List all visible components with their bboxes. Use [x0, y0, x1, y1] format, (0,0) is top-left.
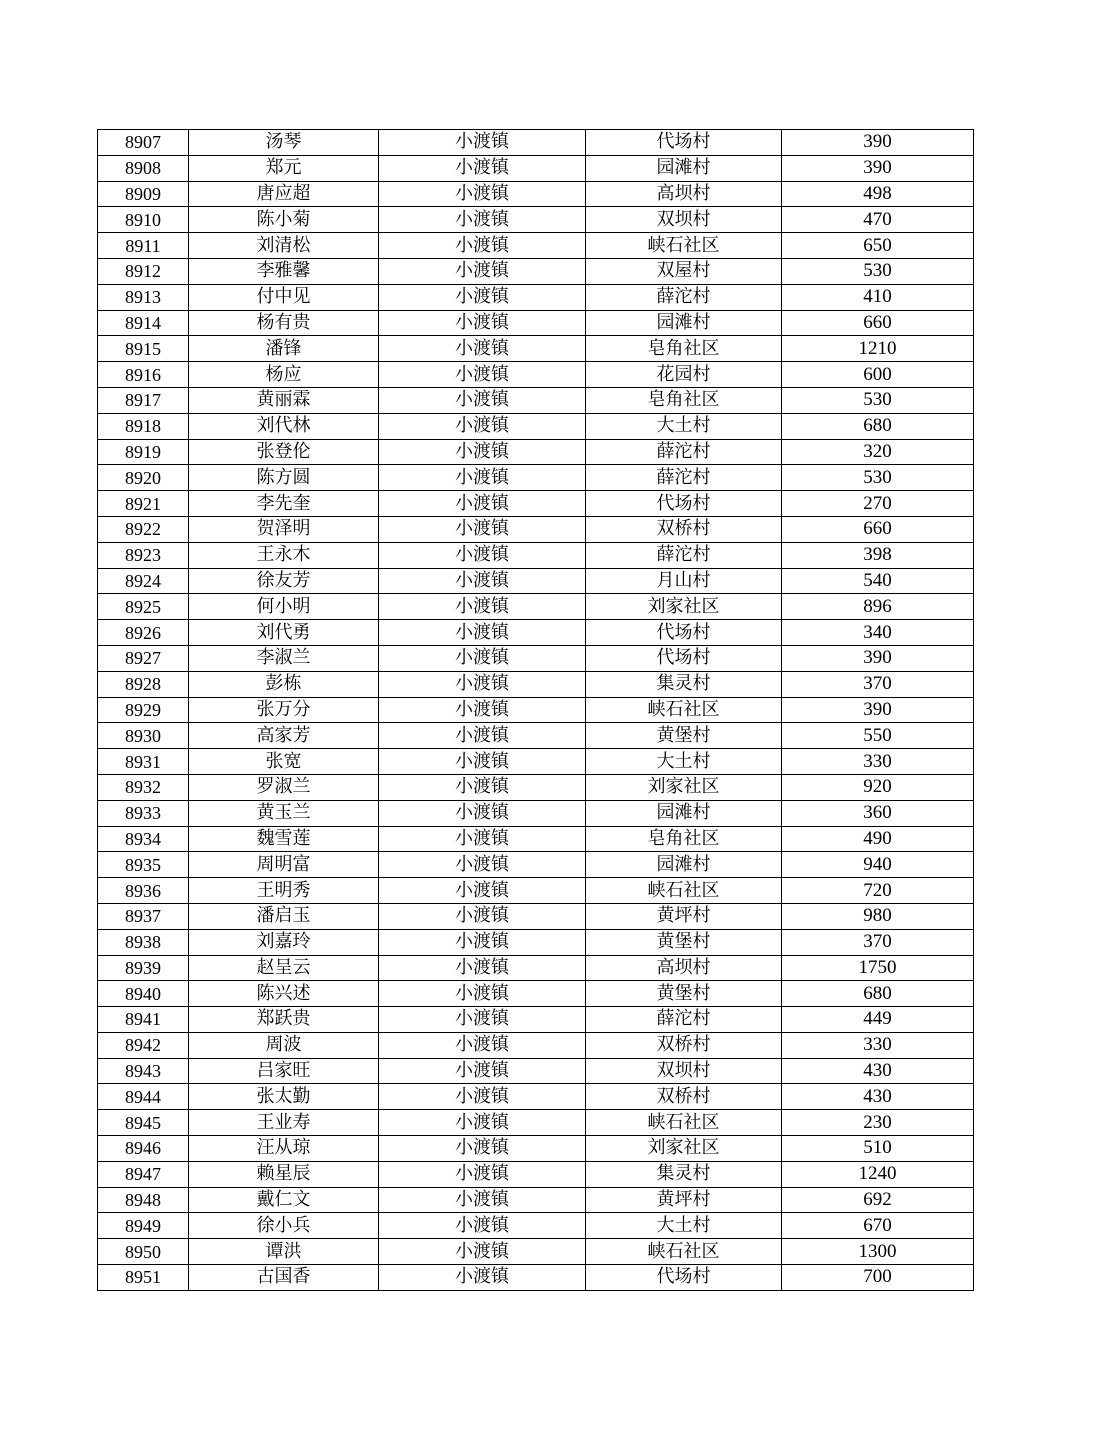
town-name: 小渡镇 — [379, 1239, 586, 1265]
table-row — [98, 181, 974, 207]
village-name: 薛沱村 — [586, 284, 782, 310]
village-name: 双桥村 — [586, 1084, 782, 1110]
town-name: 小渡镇 — [379, 336, 586, 362]
village-name: 峡石社区 — [586, 1110, 782, 1136]
village-name: 高坝村 — [586, 181, 782, 207]
town-name: 小渡镇 — [379, 1110, 586, 1136]
table-row — [98, 1110, 974, 1136]
person-name: 刘代林 — [189, 413, 379, 439]
row-number: 8926 — [98, 620, 189, 646]
table-row — [98, 233, 974, 259]
table-row — [98, 1136, 974, 1162]
village-name: 黄堡村 — [586, 981, 782, 1007]
person-name: 汪从琼 — [189, 1136, 379, 1162]
person-name: 陈兴述 — [189, 981, 379, 1007]
person-name: 徐小兵 — [189, 1213, 379, 1239]
table-row — [98, 749, 974, 775]
town-name: 小渡镇 — [379, 362, 586, 388]
amount-value: 449 — [782, 1007, 974, 1033]
amount-value: 320 — [782, 439, 974, 465]
village-name: 刘家社区 — [586, 774, 782, 800]
amount-value: 1240 — [782, 1161, 974, 1187]
table-row — [98, 981, 974, 1007]
amount-value: 670 — [782, 1213, 974, 1239]
person-name: 王永木 — [189, 542, 379, 568]
town-name: 小渡镇 — [379, 155, 586, 181]
village-name: 双桥村 — [586, 516, 782, 542]
person-name: 高家芳 — [189, 723, 379, 749]
row-number: 8938 — [98, 929, 189, 955]
village-name: 黄坪村 — [586, 903, 782, 929]
row-number: 8921 — [98, 491, 189, 517]
town-name: 小渡镇 — [379, 645, 586, 671]
person-name: 黄玉兰 — [189, 800, 379, 826]
town-name: 小渡镇 — [379, 620, 586, 646]
row-number: 8913 — [98, 284, 189, 310]
town-name: 小渡镇 — [379, 387, 586, 413]
town-name: 小渡镇 — [379, 258, 586, 284]
village-name: 大土村 — [586, 1213, 782, 1239]
row-number: 8920 — [98, 465, 189, 491]
town-name: 小渡镇 — [379, 594, 586, 620]
amount-value: 340 — [782, 620, 974, 646]
person-name: 汤琴 — [189, 130, 379, 156]
row-number: 8951 — [98, 1265, 189, 1291]
amount-value: 370 — [782, 671, 974, 697]
person-name: 李淑兰 — [189, 645, 379, 671]
town-name: 小渡镇 — [379, 774, 586, 800]
village-name: 峡石社区 — [586, 233, 782, 259]
town-name: 小渡镇 — [379, 284, 586, 310]
town-name: 小渡镇 — [379, 955, 586, 981]
table-row — [98, 491, 974, 517]
amount-value: 600 — [782, 362, 974, 388]
row-number: 8915 — [98, 336, 189, 362]
table-row — [98, 594, 974, 620]
table-row — [98, 723, 974, 749]
person-name: 李先奎 — [189, 491, 379, 517]
village-name: 薛沱村 — [586, 1007, 782, 1033]
row-number: 8934 — [98, 826, 189, 852]
row-number: 8933 — [98, 800, 189, 826]
village-name: 园滩村 — [586, 800, 782, 826]
row-number: 8924 — [98, 568, 189, 594]
row-number: 8911 — [98, 233, 189, 259]
amount-value: 1300 — [782, 1239, 974, 1265]
row-number: 8936 — [98, 878, 189, 904]
village-name: 大土村 — [586, 749, 782, 775]
row-number: 8922 — [98, 516, 189, 542]
person-name: 杨有贵 — [189, 310, 379, 336]
row-number: 8927 — [98, 645, 189, 671]
amount-value: 660 — [782, 310, 974, 336]
table-row — [98, 130, 974, 156]
table-row — [98, 207, 974, 233]
person-name: 戴仁文 — [189, 1187, 379, 1213]
person-name: 魏雪莲 — [189, 826, 379, 852]
town-name: 小渡镇 — [379, 568, 586, 594]
town-name: 小渡镇 — [379, 1084, 586, 1110]
town-name: 小渡镇 — [379, 491, 586, 517]
person-name: 陈小菊 — [189, 207, 379, 233]
village-name: 园滩村 — [586, 852, 782, 878]
amount-value: 550 — [782, 723, 974, 749]
village-name: 代场村 — [586, 620, 782, 646]
town-name: 小渡镇 — [379, 233, 586, 259]
town-name: 小渡镇 — [379, 981, 586, 1007]
person-name: 王明秀 — [189, 878, 379, 904]
amount-value: 692 — [782, 1187, 974, 1213]
table-row — [98, 903, 974, 929]
person-name: 唐应超 — [189, 181, 379, 207]
table-row — [98, 1007, 974, 1033]
village-name: 月山村 — [586, 568, 782, 594]
person-name: 刘嘉玲 — [189, 929, 379, 955]
table-row — [98, 671, 974, 697]
table-row — [98, 929, 974, 955]
table-row — [98, 465, 974, 491]
row-number: 8923 — [98, 542, 189, 568]
amount-value: 1750 — [782, 955, 974, 981]
village-name: 薛沱村 — [586, 542, 782, 568]
town-name: 小渡镇 — [379, 1136, 586, 1162]
town-name: 小渡镇 — [379, 1213, 586, 1239]
town-name: 小渡镇 — [379, 1161, 586, 1187]
row-number: 8918 — [98, 413, 189, 439]
amount-value: 470 — [782, 207, 974, 233]
amount-value: 530 — [782, 465, 974, 491]
village-name: 大土村 — [586, 413, 782, 439]
row-number: 8907 — [98, 130, 189, 156]
person-name: 李雅馨 — [189, 258, 379, 284]
amount-value: 390 — [782, 645, 974, 671]
table-row — [98, 1213, 974, 1239]
data-table — [97, 129, 974, 1291]
village-name: 高坝村 — [586, 955, 782, 981]
table-body — [98, 130, 974, 1291]
amount-value: 650 — [782, 233, 974, 259]
table-row — [98, 852, 974, 878]
town-name: 小渡镇 — [379, 723, 586, 749]
amount-value: 330 — [782, 749, 974, 775]
village-name: 薛沱村 — [586, 465, 782, 491]
amount-value: 330 — [782, 1032, 974, 1058]
village-name: 皂角社区 — [586, 826, 782, 852]
village-name: 集灵村 — [586, 671, 782, 697]
person-name: 付中见 — [189, 284, 379, 310]
person-name: 郑跃贵 — [189, 1007, 379, 1033]
row-number: 8912 — [98, 258, 189, 284]
row-number: 8946 — [98, 1136, 189, 1162]
row-number: 8910 — [98, 207, 189, 233]
amount-value: 498 — [782, 181, 974, 207]
person-name: 贺泽明 — [189, 516, 379, 542]
town-name: 小渡镇 — [379, 1187, 586, 1213]
table-row — [98, 439, 974, 465]
row-number: 8919 — [98, 439, 189, 465]
person-name: 古国香 — [189, 1265, 379, 1291]
amount-value: 430 — [782, 1084, 974, 1110]
village-name: 峡石社区 — [586, 1239, 782, 1265]
amount-value: 660 — [782, 516, 974, 542]
table-row — [98, 413, 974, 439]
amount-value: 680 — [782, 981, 974, 1007]
village-name: 黄堡村 — [586, 723, 782, 749]
town-name: 小渡镇 — [379, 207, 586, 233]
person-name: 周波 — [189, 1032, 379, 1058]
row-number: 8925 — [98, 594, 189, 620]
amount-value: 920 — [782, 774, 974, 800]
town-name: 小渡镇 — [379, 439, 586, 465]
table-row — [98, 1084, 974, 1110]
village-name: 皂角社区 — [586, 336, 782, 362]
amount-value: 490 — [782, 826, 974, 852]
amount-value: 270 — [782, 491, 974, 517]
person-name: 张登伦 — [189, 439, 379, 465]
person-name: 黄丽霖 — [189, 387, 379, 413]
village-name: 园滩村 — [586, 310, 782, 336]
village-name: 峡石社区 — [586, 878, 782, 904]
village-name: 皂角社区 — [586, 387, 782, 413]
row-number: 8944 — [98, 1084, 189, 1110]
town-name: 小渡镇 — [379, 878, 586, 904]
town-name: 小渡镇 — [379, 826, 586, 852]
table-row — [98, 1161, 974, 1187]
person-name: 王业寿 — [189, 1110, 379, 1136]
amount-value: 390 — [782, 155, 974, 181]
row-number: 8940 — [98, 981, 189, 1007]
person-name: 张宽 — [189, 749, 379, 775]
amount-value: 540 — [782, 568, 974, 594]
row-number: 8914 — [98, 310, 189, 336]
table-row — [98, 284, 974, 310]
row-number: 8931 — [98, 749, 189, 775]
person-name: 彭栋 — [189, 671, 379, 697]
village-name: 黄堡村 — [586, 929, 782, 955]
town-name: 小渡镇 — [379, 800, 586, 826]
table-row — [98, 697, 974, 723]
person-name: 郑元 — [189, 155, 379, 181]
village-name: 双屋村 — [586, 258, 782, 284]
person-name: 徐友芳 — [189, 568, 379, 594]
person-name: 吕家旺 — [189, 1058, 379, 1084]
table-row — [98, 258, 974, 284]
table-row — [98, 1032, 974, 1058]
table-row — [98, 362, 974, 388]
town-name: 小渡镇 — [379, 1032, 586, 1058]
table-row — [98, 568, 974, 594]
town-name: 小渡镇 — [379, 852, 586, 878]
row-number: 8943 — [98, 1058, 189, 1084]
amount-value: 680 — [782, 413, 974, 439]
amount-value: 896 — [782, 594, 974, 620]
person-name: 何小明 — [189, 594, 379, 620]
village-name: 黄坪村 — [586, 1187, 782, 1213]
village-name: 双坝村 — [586, 207, 782, 233]
person-name: 张太勤 — [189, 1084, 379, 1110]
table-row — [98, 516, 974, 542]
amount-value: 398 — [782, 542, 974, 568]
town-name: 小渡镇 — [379, 1058, 586, 1084]
amount-value: 370 — [782, 929, 974, 955]
person-name: 潘锋 — [189, 336, 379, 362]
person-name: 刘清松 — [189, 233, 379, 259]
town-name: 小渡镇 — [379, 542, 586, 568]
row-number: 8939 — [98, 955, 189, 981]
town-name: 小渡镇 — [379, 1007, 586, 1033]
village-name: 代场村 — [586, 491, 782, 517]
row-number: 8937 — [98, 903, 189, 929]
row-number: 8930 — [98, 723, 189, 749]
row-number: 8935 — [98, 852, 189, 878]
row-number: 8909 — [98, 181, 189, 207]
table-row — [98, 542, 974, 568]
row-number: 8945 — [98, 1110, 189, 1136]
person-name: 陈方圆 — [189, 465, 379, 491]
table-row — [98, 1239, 974, 1265]
town-name: 小渡镇 — [379, 671, 586, 697]
village-name: 代场村 — [586, 1265, 782, 1291]
row-number: 8941 — [98, 1007, 189, 1033]
town-name: 小渡镇 — [379, 697, 586, 723]
table-row — [98, 1058, 974, 1084]
amount-value: 230 — [782, 1110, 974, 1136]
amount-value: 530 — [782, 387, 974, 413]
table-row — [98, 878, 974, 904]
table-row — [98, 826, 974, 852]
table-row — [98, 310, 974, 336]
person-name: 刘代勇 — [189, 620, 379, 646]
town-name: 小渡镇 — [379, 465, 586, 491]
town-name: 小渡镇 — [379, 1265, 586, 1291]
table-row — [98, 955, 974, 981]
row-number: 8942 — [98, 1032, 189, 1058]
row-number: 8928 — [98, 671, 189, 697]
amount-value: 980 — [782, 903, 974, 929]
town-name: 小渡镇 — [379, 749, 586, 775]
town-name: 小渡镇 — [379, 310, 586, 336]
town-name: 小渡镇 — [379, 516, 586, 542]
amount-value: 390 — [782, 130, 974, 156]
table-row — [98, 1187, 974, 1213]
amount-value: 410 — [782, 284, 974, 310]
village-name: 刘家社区 — [586, 594, 782, 620]
town-name: 小渡镇 — [379, 181, 586, 207]
row-number: 8950 — [98, 1239, 189, 1265]
row-number: 8929 — [98, 697, 189, 723]
table-row — [98, 1265, 974, 1291]
town-name: 小渡镇 — [379, 929, 586, 955]
person-name: 罗淑兰 — [189, 774, 379, 800]
table-row — [98, 800, 974, 826]
amount-value: 360 — [782, 800, 974, 826]
amount-value: 390 — [782, 697, 974, 723]
town-name: 小渡镇 — [379, 130, 586, 156]
amount-value: 940 — [782, 852, 974, 878]
person-name: 周明富 — [189, 852, 379, 878]
person-name: 赵呈云 — [189, 955, 379, 981]
village-name: 代场村 — [586, 130, 782, 156]
village-name: 双坝村 — [586, 1058, 782, 1084]
village-name: 峡石社区 — [586, 697, 782, 723]
row-number: 8948 — [98, 1187, 189, 1213]
row-number: 8908 — [98, 155, 189, 181]
amount-value: 430 — [782, 1058, 974, 1084]
village-name: 代场村 — [586, 645, 782, 671]
table-row — [98, 387, 974, 413]
person-name: 张万分 — [189, 697, 379, 723]
town-name: 小渡镇 — [379, 413, 586, 439]
person-name: 赖星辰 — [189, 1161, 379, 1187]
amount-value: 510 — [782, 1136, 974, 1162]
person-name: 潘启玉 — [189, 903, 379, 929]
row-number: 8932 — [98, 774, 189, 800]
row-number: 8916 — [98, 362, 189, 388]
village-name: 园滩村 — [586, 155, 782, 181]
amount-value: 530 — [782, 258, 974, 284]
row-number: 8947 — [98, 1161, 189, 1187]
row-number: 8917 — [98, 387, 189, 413]
village-name: 双桥村 — [586, 1032, 782, 1058]
village-name: 花园村 — [586, 362, 782, 388]
table-row — [98, 155, 974, 181]
amount-value: 700 — [782, 1265, 974, 1291]
table-row — [98, 645, 974, 671]
person-name: 谭洪 — [189, 1239, 379, 1265]
amount-value: 720 — [782, 878, 974, 904]
person-name: 杨应 — [189, 362, 379, 388]
village-name: 刘家社区 — [586, 1136, 782, 1162]
village-name: 薛沱村 — [586, 439, 782, 465]
amount-value: 1210 — [782, 336, 974, 362]
table-row — [98, 620, 974, 646]
row-number: 8949 — [98, 1213, 189, 1239]
town-name: 小渡镇 — [379, 903, 586, 929]
village-name: 集灵村 — [586, 1161, 782, 1187]
table-row — [98, 336, 974, 362]
table-row — [98, 774, 974, 800]
